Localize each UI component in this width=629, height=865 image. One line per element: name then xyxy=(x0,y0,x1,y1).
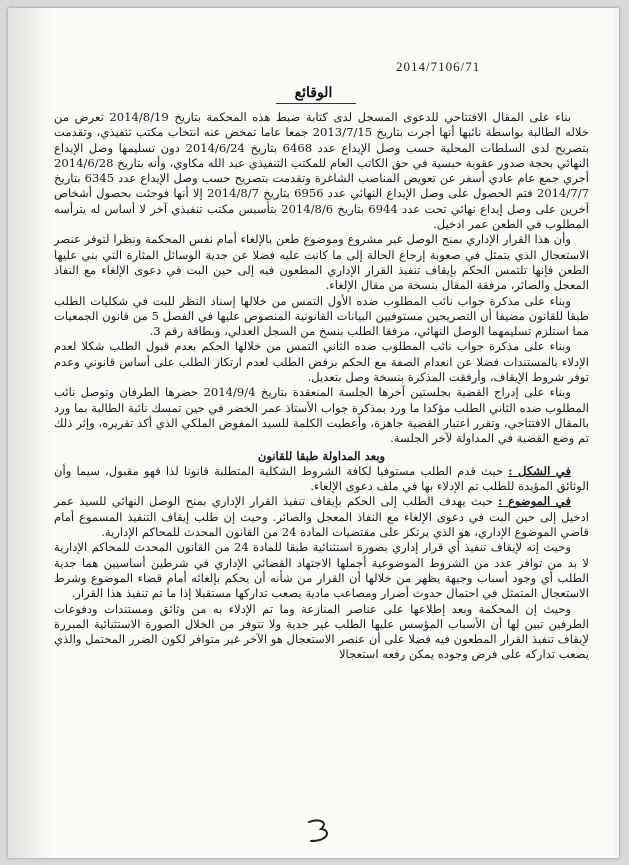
paragraph-facts-1: بناء على المقال الافتتاحي للدعوى المسجل لدى كتابة ضبط هذه المحكمة بتاريخ 2014/8/19 تعرض من خلاله الطالبة بواسطة نائبها أنها أجرت بتاريخ 2013/7/15 جمعا عاما تمخض عنه انتخاب مكتب تنفيذي، وتقدمت بتصريح لدى السلطات المحلية حسب وصل الإيداع عدد 6468 بتاريخ 2014/6/24 دون تسليمها وصل الإيداع النهائي بحجة صدور عقوبة حبسية في حق الكاتب العام للمكتب التنفيذي عبد الله مكاوي، وأنه بتاريخ 2014/6/28 أجري جمع عام عادي أسفر عن تعويض المناصب الشاغرة وتقدمت بتصريح حسب وصل الإيداع عدد 6345 بتاريخ 2014/7/7 فتم الحصول على وصل الإيداع النهائي عدد 6956 بتاريخ 2014/8/7 إلا أنها فوجئت بحصول أشخاص آخرين على وصل إيداع نهائي تحت عدد 6944 بتاريخ 2014/8/6 بتأسيس مكتب تنفيذي آخر لا أساس له يترأسه المطلوب في الطعن عمر ادخيل. xyxy=(54,110,589,232)
handwritten-mark-icon xyxy=(303,816,335,846)
form-label: في الشكل : xyxy=(508,463,572,478)
paragraph-substance xyxy=(54,494,589,540)
paragraph-facts-5: وبناء على إدراج القضية بجلستين آخرها الجلسة المنعقدة بتاريخ 2014/9/4 حضرها الطرفان وتوصل نائب المطلوب ضده الثاني الطلب مؤكدا ما ورد بمذكرة جواب الأستاذ عمر الخضر في حين تمسك نائبة الطالبة بما ورد بالمقال الافتتاحي، وتقرر اعتبار القضية جاهزة، وأعطيت الكلمة للسيد المفوض الملكي الذي أكد تقريره، وإثر ذلك تم وضع القضية في المداولة لآخر الجلسة. xyxy=(54,385,589,446)
scan-shadow xyxy=(8,8,52,858)
substance-label: في الموضوع : xyxy=(498,494,571,509)
paragraph-ruling-1: وحيث إنه لإيقاف تنفيذ أي قرار إداري بصورة استثنائية طبقا للمادة 24 من القانون المحدث للمحاكم الإدارية لا بد من توافر عدد من الشروط الموضوعية أجملها الاجتهاد القضائي الإداري في شرطين أساسيين هما جدية الطلب أي وجود أسباب وجيهة يظهر من خلالها أن القرار من شأنه أن يحكم بإلغائه أمام قضاء الموضوع وشرط الاستعجال المتمثل في احتمال حدوث أضرار ومصاعب مادية يصعب تداركها مستقبلا إذا ما تم تنفيذ هذا القرار. xyxy=(54,540,589,601)
paragraph-facts-4: وبناء على مذكرة جواب نائب المطلوب ضده الثاني التمس من خلالها الحكم بعدم قبول الطلب شكلا لعدم الإدلاء بالمستندات فضلا عن انعدام الصفة مع الحكم برفض الطلب لعدم ارتكاز الطلب على أساس قانوني وعدم توفر شروط الإيقاف، وأرفقت المذكرة بنسخة وصل بتعديل. xyxy=(54,339,589,385)
paragraph-facts-2: وأن هذا القرار الإداري بمنح الوصل غير مشروع وموضوع طعن بالإلغاء أمام نفس المحكمة ونظرا لتوفر عنصر الاستعجال الذي يتمثل في صعوبة إرجاع الحالة إلى ما كانت عليه فضلا عن جدية الوسائل المثارة التي بني عليها الطعن فإنها تلتمس الحكم بإيقاف تنفيذ القرار الإداري المطعون فيه إلى حين البت في دعوى الإلغاء مع النفاذ المعجل والصائر، مرفقة المقال بنسخة من مقال الإلغاء. xyxy=(54,232,589,293)
paragraph-ruling-2: وحيث إن المحكمة وبعد إطلاعها على عناصر المنازعة وما تم الإدلاء به من وثائق ومستندات ودفوعات الطرفين تبين لها أن الأسباب المؤسس عليها الطلب غير جدية ولا تتوفر من الخلال الصورة الاستثنائية المبررة لإيقاف تنفيذ القرار المطعون فيه فضلا على أن عنصر الاستعجال هو الآخر غير متوافر لكون الضرر المحتمل والذي يصعب تداركه على فرض وجوده يمكن رفعه استعجالا xyxy=(54,601,589,662)
document-page xyxy=(8,8,619,858)
case-number: 2014/7106/71 xyxy=(396,59,481,74)
paragraph-form xyxy=(54,464,589,495)
document-body xyxy=(54,110,589,663)
substance-text: حيث يهدف الطلب إلى الحكم بإيقاف تنفيذ القرار الإداري بمنح الوصل النهائي للسيد عمر ادخيل إلى حين البت في دعوى الإلغاء مع النفاذ المعجل والصائر. وحيث إن طلب إيقاف التنفيذ المسموع أمام قاضي الموضوع الإداري، هو الذي يرتكز على مقتضيات المادة 24 من القانون المحدث للمحاكم الإدارية. xyxy=(54,494,589,540)
paragraph-facts-3: وبناء على مذكرة جواب نائب المطلوب ضده الأول التمس من خلالها إسناد النظر للبت في شكليات الطلب طبقا للقانون مضيفا أن التصريحين مستوفيين البيانات القانونية المنصوص عليها في الفصل 5 من قانون الجمعيات مما استلزم تسليمهما الوصل النهائي، مرفقا الطلب بنسخ من السجل العدلي، وبطاقة رقم 3. xyxy=(54,293,589,339)
form-text: حيث قدم الطلب مستوفيا لكافة الشروط الشكلية المتطلبة قانونا لذا فهو مقبول، سيما وأن الوثائق المؤيدة للطلب تم الإدلاء بها في ملف دعوى الإلغاء. xyxy=(54,463,589,494)
page-edge xyxy=(615,8,619,858)
title-underline xyxy=(276,103,356,104)
section-title-facts: الوقائع xyxy=(294,85,333,101)
deliberation-heading: وبعد المداولة طبقا للقانون xyxy=(257,448,386,463)
